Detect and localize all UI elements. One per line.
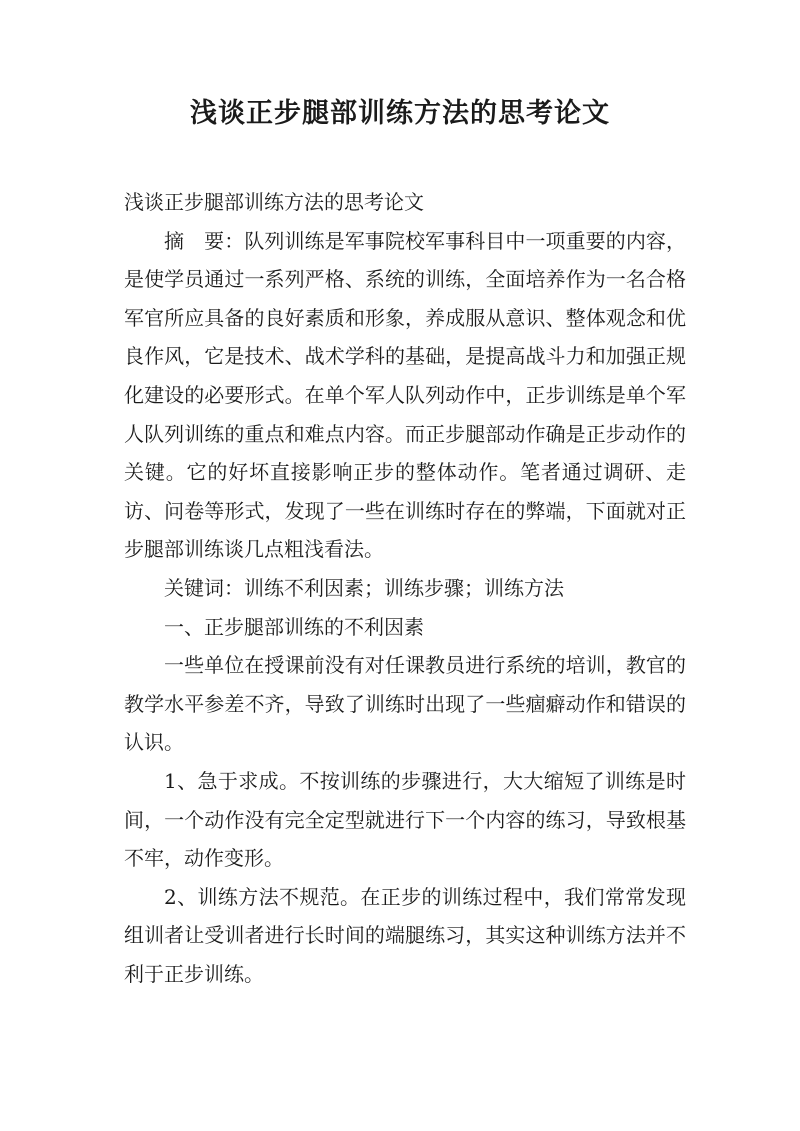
paragraph-point-1: 1、急于求成。不按训练的步骤进行，大大缩短了训练是时间，一个动作没有完全定型就进行下一个内容的练习，导致根基不牢，动作变形。 [124, 768, 686, 871]
document-body [124, 183, 686, 993]
paragraph-intro: 一些单位在授课前没有对任课教员进行系统的培训，教官的教学水平参差不齐，导致了训练时出现了一些痼癖动作和错误的认识。 [124, 653, 686, 755]
paragraph-subtitle: 浅谈正步腿部训练方法的思考论文 [124, 190, 424, 214]
paragraph-keywords: 关键词：训练不利因素；训练步骤；训练方法 [164, 575, 564, 600]
paragraph-point-2: 2、训练方法不规范。在正步的训练过程中，我们常常发现组训者让受训者进行长时间的端腿练习，其实这种训练方法并不利于正步训练。 [124, 884, 686, 986]
paragraph-abstract: 摘 要：队列训练是军事院校军事科目中一项重要的内容，是使学员通过一系列严格、系统的训练，全面培养作为一名合格军官所应具备的良好素质和形象，养成服从意识、整体观念和优良作风，它是技术、战术学科的基础，是提高战斗力和加强正规化建设的必要形式。在单个军人队列动作中，正步训练是单个军人队列训练的重点和难点内容。而正步腿部动作确是正步动作的关键。它的好坏直接影响正步的整体动作。笔者通过调研、走访、问卷等形式，发现了一些在训练时存在的弊端，下面就对正步腿部训练谈几点粗浅看法。 [124, 228, 686, 562]
document-title: 浅谈正步腿部训练方法的思考论文 [190, 98, 610, 129]
section-heading-1: 一、正步腿部训练的不利因素 [164, 614, 424, 639]
